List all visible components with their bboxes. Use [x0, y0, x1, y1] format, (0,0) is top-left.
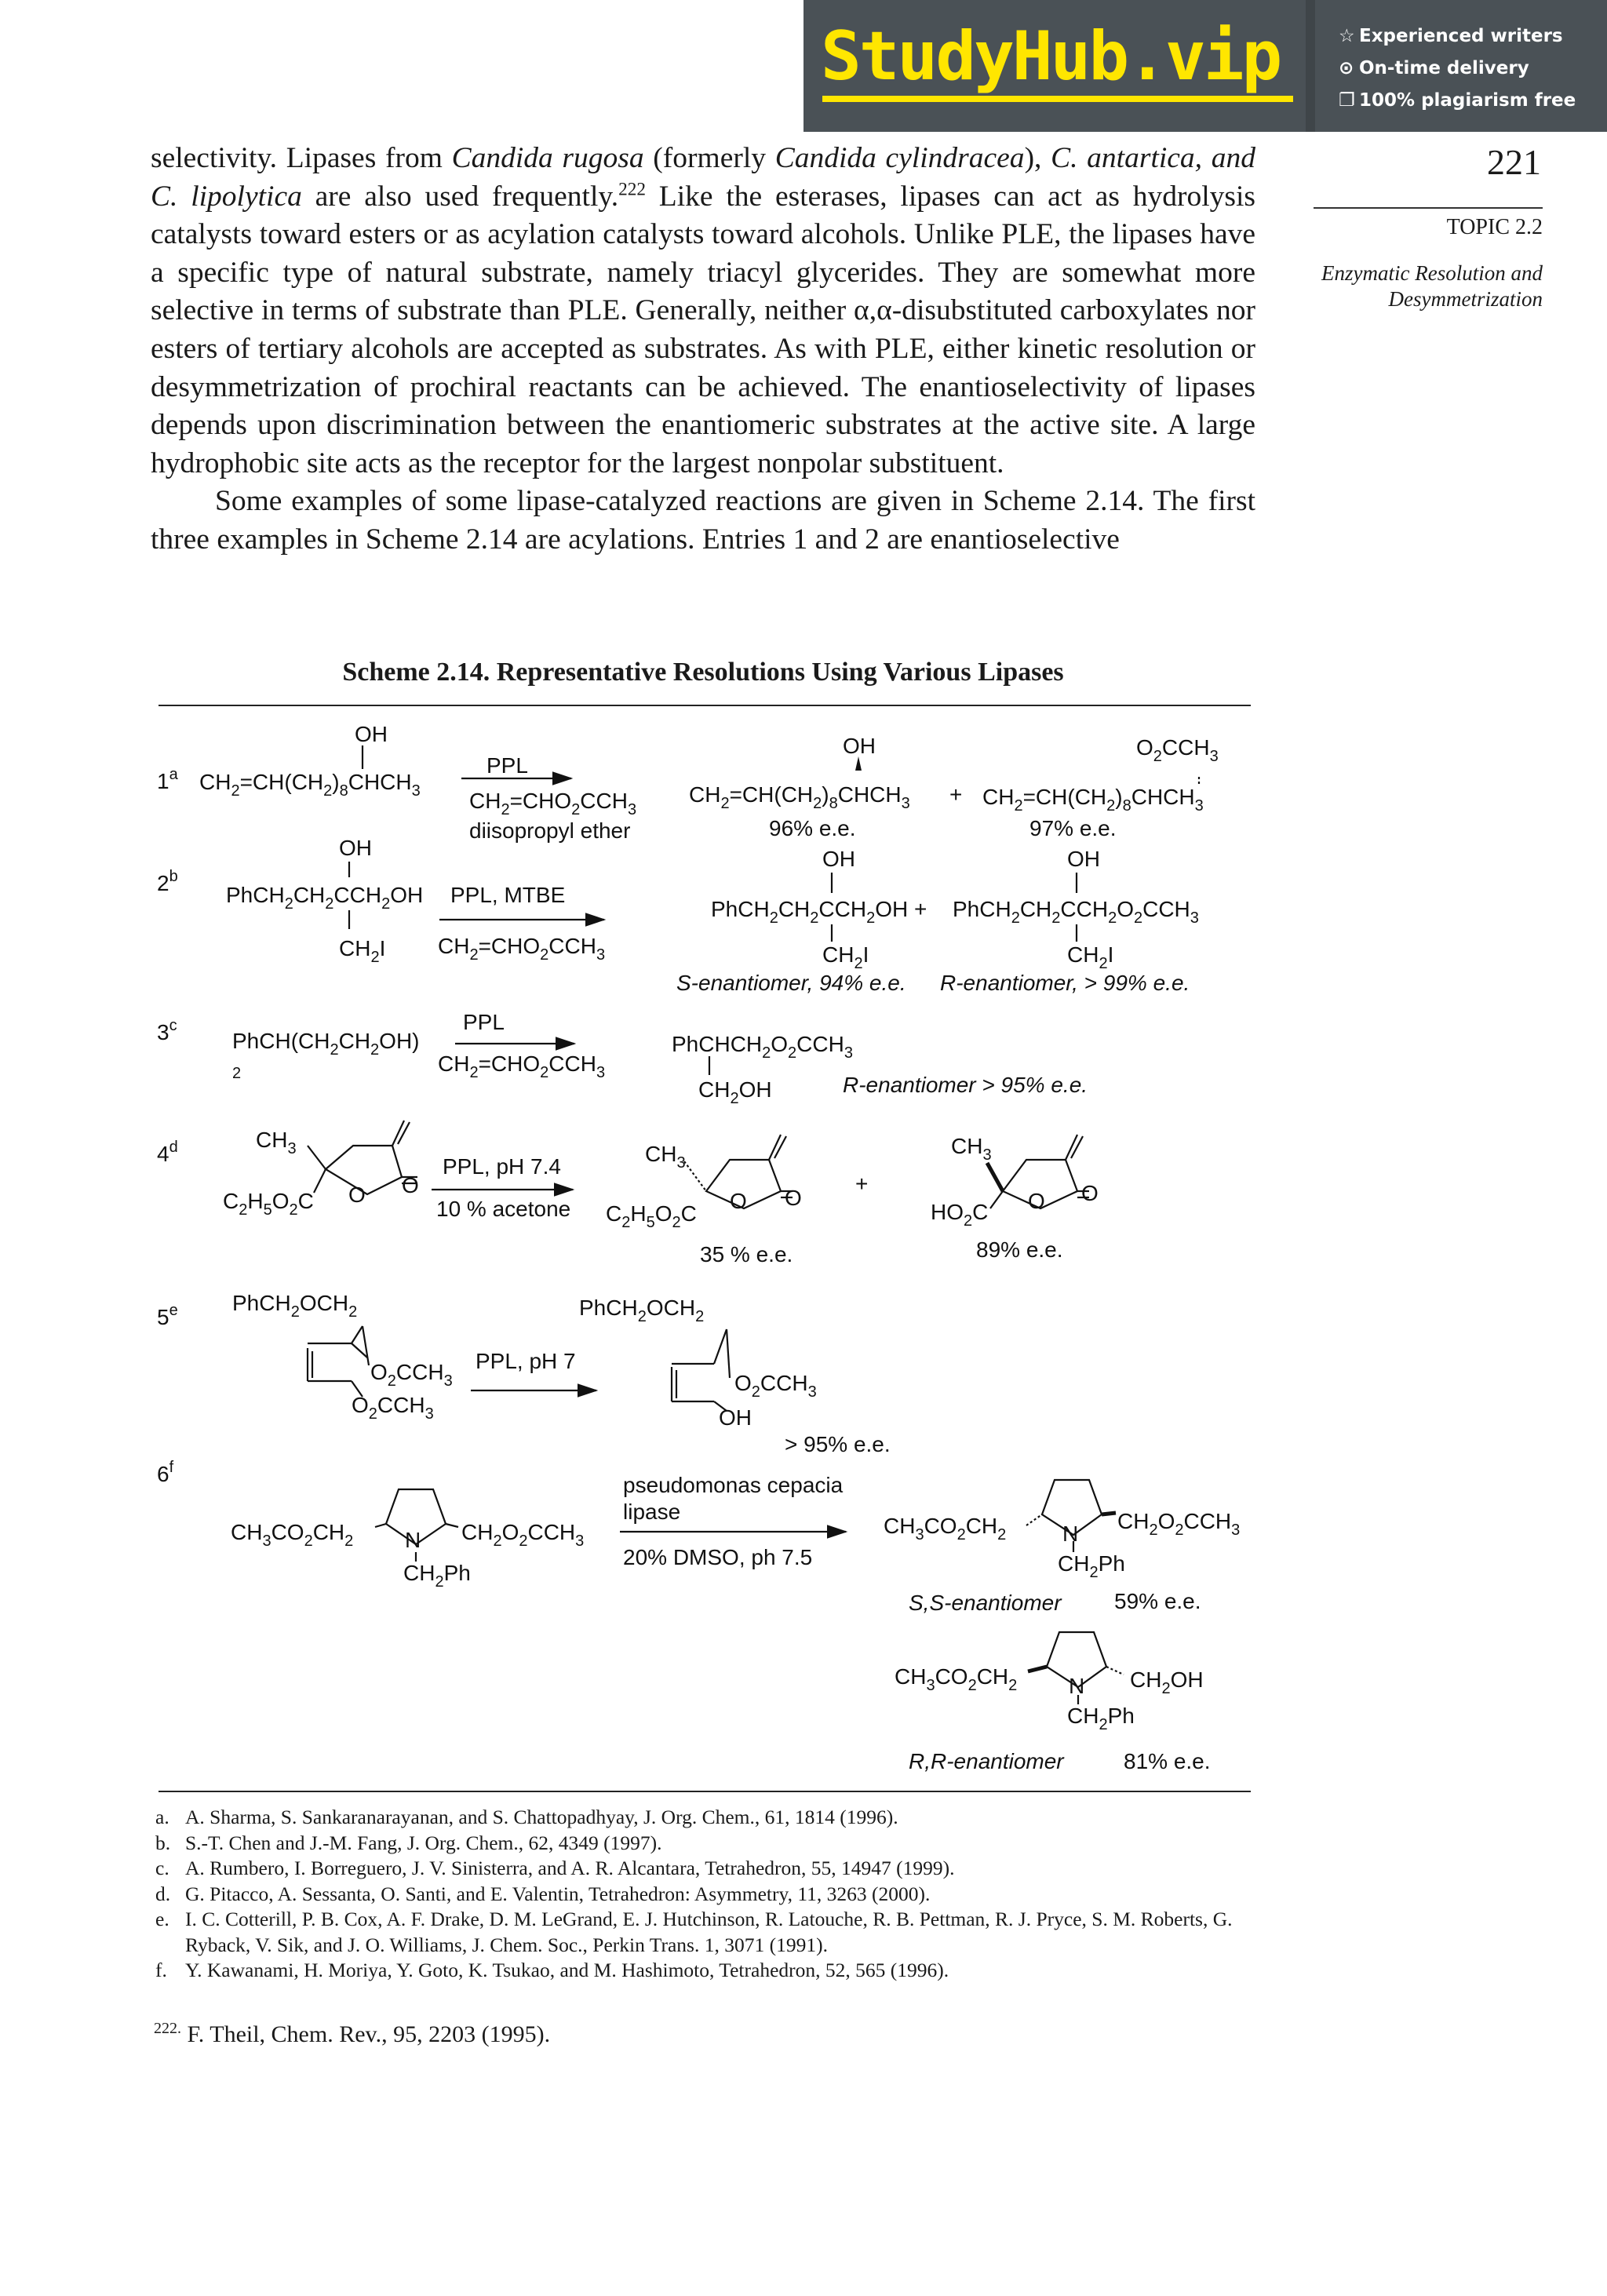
ee-4b: 89% e.e. — [976, 1237, 1063, 1262]
chem-acetate: $O_2CCH_3$ — [352, 1393, 434, 1423]
ee-6b: 81% e.e. — [1124, 1749, 1211, 1773]
entry-6-number: 6$^f$ — [157, 1459, 174, 1486]
ee-1a: 96% e.e. — [769, 816, 856, 840]
reagent-1-top: PPL — [486, 753, 528, 778]
chem-ch3: $CH_3$ — [951, 1134, 992, 1164]
ee-6b-label: R,R-enantiomer — [909, 1749, 1064, 1773]
chem-ester: $C_2H_5O_2C$ — [223, 1189, 314, 1219]
reagent-5-top: PPL, pH 7 — [476, 1349, 576, 1373]
reagent-3-top: PPL — [463, 1010, 505, 1034]
chem-ring-o: O — [348, 1183, 366, 1207]
ee-5: > 95% e.e. — [785, 1432, 891, 1456]
paragraph-1: selectivity. Lipases from Candida rugosa (formerly Candida cylindracea), C. antartica, and C. lipolytica are also used frequently.$^{222}$ Like the esterases, lipases can act as hydrolysis catalysts toward esters or as acylation catalysts toward alcohols. Unlike PLE, the lipases have a specific type of natural substrate, namely triacyl glycerides. They are somewhat more selective in terms of substrate than PLE. Generally, neither α,α-disubstituted carboxylates nor esters of tertiary alcohols are accepted as substrates. As with PLE, either kinetic resolution or desymmetrization of prochiral reactants can be achieved. The enantioselectivity of lipases depends upon discrimination between the enantiomeric substrates at the active site. A large hydrophobic site acts as the receptor for the largest nonpolar substituent. — [151, 142, 1255, 479]
chem-ch3: $CH_3$ — [256, 1128, 297, 1157]
chem-product-3: $PhCHCH_2O_2CCH_3$ — [672, 1032, 853, 1062]
chem-oh: OH — [355, 722, 388, 746]
studyhub-logo[interactable]: StudyHub.vip — [821, 17, 1281, 96]
entry-2-number: 2$^b$ — [157, 868, 178, 895]
entry-3-number: 3$^c$ — [157, 1017, 177, 1044]
reagent-6-top: pseudomonas cepacia — [623, 1473, 844, 1497]
ee-6a-label: S,S-enantiomer — [909, 1591, 1062, 1615]
page-number: 221 — [1487, 142, 1541, 182]
chem-benzyloxy: $PhCH_2OCH_2$ — [579, 1296, 705, 1325]
chem-substrate-6b: $CH_2O_2CCH_3$ — [461, 1520, 585, 1550]
chem-oh: OH — [719, 1405, 752, 1430]
chem-ring-o: O — [1028, 1189, 1045, 1213]
chem-product-6a: $CH_3CO_2CH_2$ — [884, 1514, 1007, 1543]
chem-carbonyl-o: O — [785, 1186, 802, 1210]
reference-b: b. S.-T. Chen and J.-M. Fang, J. Org. Chem., 62, 4349 (1997). — [155, 1831, 662, 1854]
chem-benzyl: $CH_2Ph$ — [403, 1561, 471, 1591]
scheme-references — [155, 1805, 1257, 1984]
reagent-4-bottom: 10 % acetone — [436, 1197, 571, 1221]
chem-ch2oh: $CH_2OH$ — [698, 1077, 772, 1107]
reagent-6-top2: lipase — [623, 1500, 681, 1524]
topic-label: TOPIC 2.2 — [1446, 215, 1543, 239]
chem-acid: $HO_2C$ — [931, 1200, 989, 1230]
chem-substrate-6a: $CH_3CO_2CH_2$ — [231, 1520, 354, 1550]
reagent-3-bottom: $CH_2=CHO_2CCH_3$ — [438, 1051, 606, 1081]
paragraph-2: Some examples of some lipase-catalyzed reactions are given in Scheme 2.14. The first three examples in Scheme 2.14 are acylations. Entries 1 and 2 are enantioselective — [151, 485, 1255, 556]
topic-subtitle: Enzymatic Resolution and Desymmetrization — [1321, 261, 1543, 311]
reagent-2-top: PPL, MTBE — [450, 883, 566, 907]
chem-oh: OH — [822, 847, 855, 871]
chem-n: N — [405, 1528, 421, 1552]
feature-writers: ☆ Experienced writers — [1339, 20, 1576, 53]
reference-a: a. A. Sharma, S. Sankaranarayanan, and S. Chattopadhyay, J. Org. Chem., 61, 1814 (1996). — [155, 1806, 898, 1828]
chem-carbonyl-o: O — [1081, 1181, 1099, 1205]
reagent-2-bottom: $CH_2=CHO_2CCH_3$ — [438, 934, 606, 964]
chem-ch3: $CH_3$ — [645, 1142, 686, 1172]
reagent-4-top: PPL, pH 7.4 — [443, 1154, 561, 1179]
reagent-6-bottom: 20% DMSO, ph 7.5 — [623, 1545, 813, 1569]
plus-sign: + — [855, 1172, 869, 1196]
reference-f: f. Y. Kawanami, H. Moriya, Y. Goto, K. Tsukao, and M. Hashimoto, Tetrahedron, 52, 565 (1996). — [155, 1959, 949, 1981]
chem-ch2oh: $CH_2OH$ — [1130, 1667, 1204, 1697]
chem-subscript-2: 2 — [232, 1065, 242, 1082]
chem-n: N — [1062, 1522, 1079, 1546]
ee-6a: 59% e.e. — [1114, 1589, 1201, 1613]
chem-product-2b: $PhCH_2CH_2CCH_2O_2CCH_3$ — [953, 897, 1199, 927]
feature-plagiarism: ❐ 100% plagiarism free — [1339, 85, 1576, 117]
scheme-bottom-rule — [159, 1791, 1251, 1792]
chem-product-1b: $CH_2=CH(CH_2)_8CHCH_3$ — [982, 785, 1204, 815]
ee-3: R-enantiomer > 95% e.e. — [843, 1073, 1088, 1097]
plus-sign: + — [949, 782, 963, 807]
chem-product-6c: $CH_3CO_2CH_2$ — [895, 1664, 1018, 1694]
ee-2a: S-enantiomer, 94% e.e. — [676, 971, 906, 995]
chem-ring-o: O — [730, 1189, 747, 1213]
chem-oh: OH — [339, 836, 372, 860]
chem-product-1a: $CH_2=CH(CH_2)_8CHCH_3$ — [689, 782, 910, 812]
chem-ch2i: $CH_2I$ — [822, 942, 869, 972]
chem-substrate-3: $PhCH(CH_2CH_2OH)$ — [232, 1029, 420, 1059]
scheme-title: Scheme 2.14. Representative Resolutions Using Various Lipases — [342, 658, 1064, 687]
chem-oh: OH — [843, 734, 876, 758]
chem-oh: OH — [1067, 847, 1100, 871]
chem-n: N — [1069, 1674, 1085, 1698]
chem-ch2i: $CH_2I$ — [339, 936, 386, 966]
ee-1b: 97% e.e. — [1029, 816, 1117, 840]
ee-2b: R-enantiomer, > 99% e.e. — [940, 971, 1190, 995]
reference-d: d. G. Pitacco, A. Sessanta, O. Santi, and E. Valentin, Tetrahedron: Asymmetry, 11, 3263 (2000). — [155, 1882, 931, 1905]
footnote-number: 222. — [154, 2020, 181, 2037]
reference-c: c. A. Rumbero, I. Borreguero, J. V. Sinisterra, and A. R. Alcantara, Tetrahedron, 55, 14947 (1999). — [155, 1857, 955, 1879]
chem-ester: $C_2H_5O_2C$ — [606, 1201, 697, 1231]
chem-benzyl: $CH_2Ph$ — [1067, 1704, 1135, 1733]
ee-4a: 35 % e.e. — [700, 1242, 793, 1266]
chem-substrate-1: $CH_2=CH(CH_2)_8CHCH_3$ — [199, 770, 421, 800]
chem-acetate: $O_2CCH_3$ — [370, 1360, 453, 1390]
entry-5-number: 5e — [157, 1302, 178, 1329]
copy-icon: ❐ — [1339, 90, 1355, 111]
entry-1-number: 1$^a$ — [157, 766, 178, 793]
feature-delivery: ⊙ On-time delivery — [1339, 53, 1576, 85]
chem-acetate: $O_2CCH_3$ — [734, 1371, 817, 1401]
clock-icon: ⊙ — [1339, 58, 1354, 78]
footnote-text: F. Theil, Chem. Rev., 95, 2203 (1995). — [187, 2021, 551, 2047]
reference-e: e. I. C. Cotterill, P. B. Cox, A. F. Drake, D. M. LeGrand, E. J. Hutchinson, R. Latouche, R. B. Pettman, R. J. Pryce, S. M. Roberts, G. Ryback, V. Sik, and J. O. Williams, J. Chem. Soc., Perkin Trans. 1, 3071 (1991). — [155, 1908, 1233, 1956]
reagent-1-bottom: $CH_2=CHO_2CCH_3$ — [469, 789, 637, 818]
chem-substrate-2: $PhCH_2CH_2CCH_2OH$ — [226, 883, 424, 913]
chem-acetate: $O_2CCH_3$ — [1136, 735, 1219, 765]
chem-carbonyl-o: O — [402, 1173, 419, 1197]
chem-benzyl: $CH_2Ph$ — [1058, 1551, 1125, 1581]
footnote — [154, 2021, 550, 2048]
reagent-1-solvent: diisopropyl ether — [469, 818, 631, 843]
chem-product-2a: $PhCH_2CH_2CCH_2OH$ + — [711, 897, 927, 927]
entry-4-number: 4$^d$ — [157, 1139, 178, 1166]
chem-product-6b: $CH_2O_2CCH_3$ — [1117, 1509, 1241, 1539]
star-icon: ☆ — [1339, 26, 1355, 46]
entry-numbers — [157, 766, 179, 1486]
chem-benzyloxy: $PhCH_2OCH_2$ — [232, 1291, 358, 1321]
chem-ch2i: $CH_2I$ — [1067, 942, 1114, 972]
